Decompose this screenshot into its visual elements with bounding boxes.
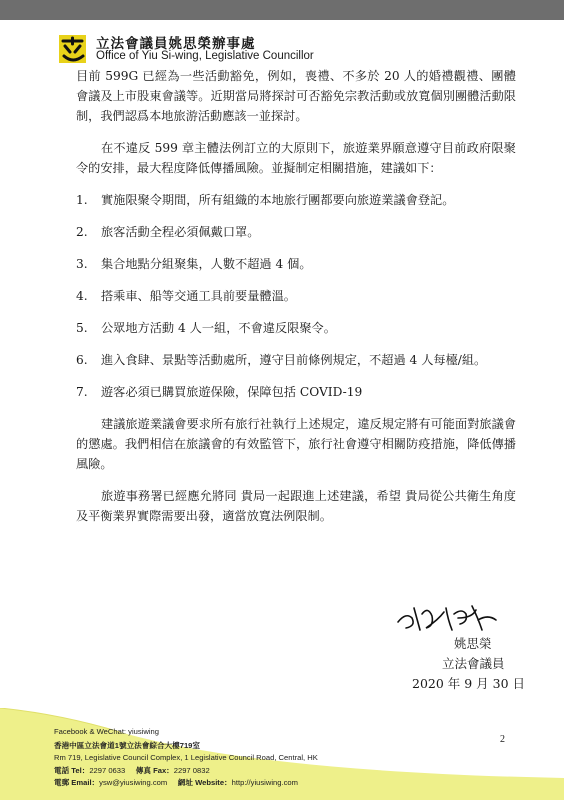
handwritten-signature <box>392 600 502 636</box>
list-item <box>76 382 516 402</box>
signatory-title: 立法會議員 <box>442 656 505 671</box>
list-number: 1. <box>76 193 88 207</box>
footer-contact-phone <box>54 765 210 776</box>
tel-value: 2297 0633 <box>89 766 126 775</box>
list-text: 旅客活動全程必須佩戴口罩。 <box>101 225 260 239</box>
web-value: http://yiusiwing.com <box>231 778 298 787</box>
measures-list <box>76 190 516 402</box>
list-number: 5. <box>76 321 88 335</box>
paragraph-1: 目前 599G 已經為一些活動豁免，例如，喪禮、不多於 20 人的婚禮觀禮、團體會議及上市股東會議等。近期當局將探討可否豁免宗教活動或放寬個別團體活動限制，我們認爲本地旅游活動應該一並探討。 <box>76 69 516 123</box>
footer-address-en: Rm 719, Legislative Council Complex, 1 Legislative Council Road, Central, HK <box>54 753 318 762</box>
list-number: 2. <box>76 225 88 239</box>
letterhead-title-en: Office of Yiu Si-wing, Legislative Councillor <box>96 50 314 62</box>
letter-date: 2020 年 9 月 30 日 <box>412 676 526 691</box>
paragraph-2: 在不違反 599 章主體法例訂立的大原則下，旅遊業界願意遵守目前政府限聚令的安排，最大程度降低傳播風險。並擬制定相關措施，建議如下： <box>76 141 516 175</box>
list-item <box>76 254 516 274</box>
paragraph-4: 旅遊事務署已經應允將同 貴局一起跟進上述建議，希望 貴局從公共衛生角度及平衡業界實際需要出發，適當放寬法例限制。 <box>76 489 516 523</box>
top-gray-bar <box>0 0 564 20</box>
fax-value: 2297 0832 <box>173 766 210 775</box>
letterhead-title-cn: 立法會議員姚思榮辦事處 <box>96 36 256 52</box>
list-item <box>76 286 516 306</box>
list-text: 搭乘車、船等交通工具前要量體溫。 <box>101 289 296 303</box>
tel-label: 電話 Tel： <box>54 766 90 775</box>
email-label: 電郵 Email： <box>54 778 100 787</box>
fax-label: 傳真 Fax： <box>135 766 174 775</box>
list-text: 集合地點分組聚集，人數不超過 4 個。 <box>101 257 312 271</box>
paragraph-3: 建議旅遊業議會要求所有旅行社執行上述規定，違反規定將有可能面對旅議會的懲處。我們相信在旅議會的有效監管下，旅行社會遵守相關防疫措施，降低傳播風險。 <box>76 417 516 471</box>
list-item <box>76 190 516 210</box>
list-number: 4. <box>76 289 88 303</box>
footer-social: Facebook & WeChat: yiusiwing <box>54 727 159 736</box>
signatory-name: 姚思榮 <box>454 636 492 651</box>
list-item <box>76 318 516 338</box>
list-text: 遊客必須已購買旅遊保險，保障包括 COVID-19 <box>101 385 363 399</box>
email-value: ysw@yiusiwing.com <box>99 778 168 787</box>
footer-address-cn: 香港中區立法會道1號立法會綜合大樓719室 <box>54 741 200 750</box>
list-item <box>76 350 516 370</box>
list-number: 7. <box>76 385 88 399</box>
list-number: 3. <box>76 257 88 271</box>
list-item <box>76 222 516 242</box>
letter-body <box>76 66 516 526</box>
list-text: 公眾地方活動 4 人一組，不會違反限聚令。 <box>101 321 336 335</box>
footer-contact-online <box>54 777 298 788</box>
list-text: 進入食肆、景點等活動處所，遵守目前條例規定，不超過 4 人每檯/組。 <box>101 353 487 367</box>
list-number: 6. <box>76 353 88 367</box>
office-logo-icon <box>58 32 88 66</box>
list-text: 實施限聚令期間，所有組織的本地旅行團都要向旅遊業議會登記。 <box>101 193 455 207</box>
web-label: 網址 Website： <box>177 778 232 787</box>
page-number: 2 <box>500 734 505 745</box>
